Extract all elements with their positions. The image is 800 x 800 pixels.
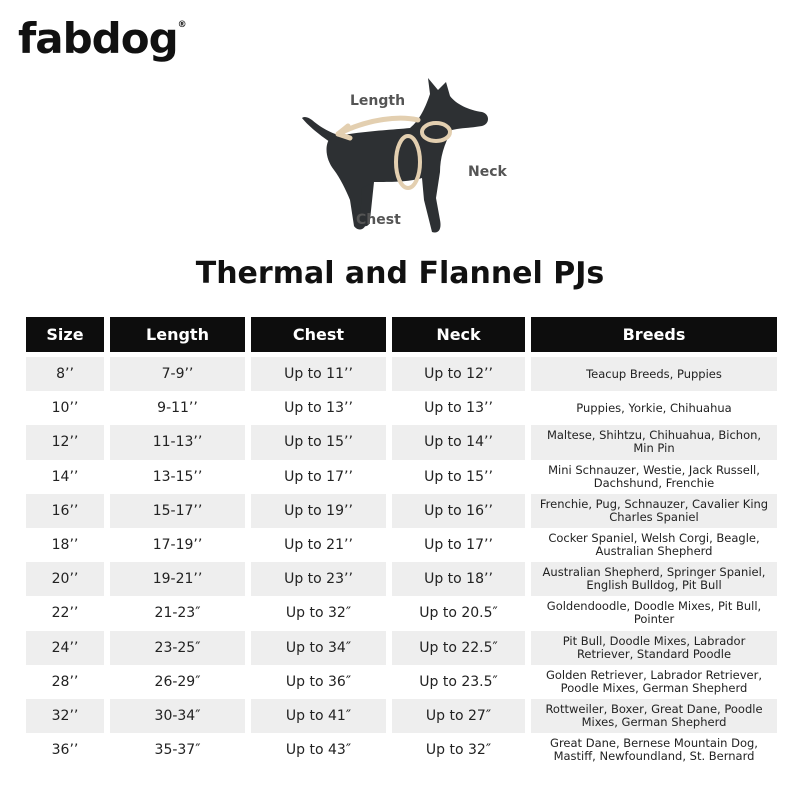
cell-chest: Up to 43″ [251, 733, 386, 767]
cell-size: 32’’ [26, 699, 104, 733]
cell-size: 20’’ [26, 562, 104, 596]
brand-name: fabdog [18, 14, 178, 63]
cell-neck: Up to 27″ [392, 699, 525, 733]
cell-breeds: Mini Schnauzer, Westie, Jack Russell, Dachshund, Frenchie [531, 460, 777, 494]
cell-chest: Up to 32″ [251, 596, 386, 630]
cell-chest: Up to 17’’ [251, 460, 386, 494]
table-header-row [26, 317, 777, 352]
cell-length: 35-37″ [110, 733, 245, 767]
cell-size: 12’’ [26, 425, 104, 459]
table-row [26, 460, 777, 494]
table-row [26, 665, 777, 699]
brand-logo [18, 14, 186, 63]
cell-chest: Up to 41″ [251, 699, 386, 733]
cell-breeds: Puppies, Yorkie, Chihuahua [531, 391, 777, 425]
header-chest: Chest [251, 317, 386, 352]
size-chart-table [26, 317, 777, 767]
table-row [26, 357, 777, 391]
cell-chest: Up to 36″ [251, 665, 386, 699]
cell-chest: Up to 21’’ [251, 528, 386, 562]
cell-chest: Up to 23’’ [251, 562, 386, 596]
neck-label: Neck [468, 164, 507, 180]
cell-length: 11-13’’ [110, 425, 245, 459]
cell-length: 15-17’’ [110, 494, 245, 528]
cell-chest: Up to 13’’ [251, 391, 386, 425]
chest-label: Chest [356, 212, 401, 228]
cell-breeds: Golden Retriever, Labrador Retriever, Poodle Mixes, German Shepherd [531, 665, 777, 699]
cell-length: 7-9’’ [110, 357, 245, 391]
cell-neck: Up to 20.5″ [392, 596, 525, 630]
cell-breeds: Teacup Breeds, Puppies [531, 357, 777, 391]
table-row [26, 391, 777, 425]
cell-length: 9-11’’ [110, 391, 245, 425]
table-row [26, 494, 777, 528]
table-row [26, 562, 777, 596]
table-body [26, 357, 777, 767]
cell-chest: Up to 11’’ [251, 357, 386, 391]
cell-size: 18’’ [26, 528, 104, 562]
cell-breeds: Australian Shepherd, Springer Spaniel, English Bulldog, Pit Bull [531, 562, 777, 596]
page-title: Thermal and Flannel PJs [195, 256, 605, 291]
cell-length: 26-29″ [110, 665, 245, 699]
cell-length: 30-34″ [110, 699, 245, 733]
cell-breeds: Cocker Spaniel, Welsh Corgi, Beagle, Australian Shepherd [531, 528, 777, 562]
header-length: Length [110, 317, 245, 352]
dog-measurement-diagram [290, 70, 520, 245]
cell-length: 13-15’’ [110, 460, 245, 494]
cell-size: 36’’ [26, 733, 104, 767]
cell-neck: Up to 16’’ [392, 494, 525, 528]
cell-neck: Up to 15’’ [392, 460, 525, 494]
cell-length: 19-21’’ [110, 562, 245, 596]
cell-neck: Up to 18’’ [392, 562, 525, 596]
table-row [26, 631, 777, 665]
cell-neck: Up to 14’’ [392, 425, 525, 459]
cell-neck: Up to 22.5″ [392, 631, 525, 665]
length-label: Length [350, 93, 406, 109]
cell-size: 22’’ [26, 596, 104, 630]
registered-mark: ® [177, 20, 186, 30]
cell-neck: Up to 32″ [392, 733, 525, 767]
cell-chest: Up to 15’’ [251, 425, 386, 459]
table-row [26, 528, 777, 562]
cell-chest: Up to 19’’ [251, 494, 386, 528]
cell-breeds: Maltese, Shihtzu, Chihuahua, Bichon, Min Pin [531, 425, 777, 459]
header-breeds: Breeds [531, 317, 777, 352]
table-row [26, 699, 777, 733]
cell-size: 14’’ [26, 460, 104, 494]
table-row [26, 425, 777, 459]
cell-neck: Up to 23.5″ [392, 665, 525, 699]
cell-size: 24’’ [26, 631, 104, 665]
cell-breeds: Goldendoodle, Doodle Mixes, Pit Bull, Pointer [531, 596, 777, 630]
header-neck: Neck [392, 317, 525, 352]
cell-breeds: Frenchie, Pug, Schnauzer, Cavalier King Charles Spaniel [531, 494, 777, 528]
cell-length: 21-23″ [110, 596, 245, 630]
cell-length: 17-19’’ [110, 528, 245, 562]
cell-neck: Up to 12’’ [392, 357, 525, 391]
cell-size: 16’’ [26, 494, 104, 528]
cell-breeds: Rottweiler, Boxer, Great Dane, Poodle Mixes, German Shepherd [531, 699, 777, 733]
header-size: Size [26, 317, 104, 352]
table-row [26, 596, 777, 630]
cell-breeds: Pit Bull, Doodle Mixes, Labrador Retriever, Standard Poodle [531, 631, 777, 665]
table-row [26, 733, 777, 767]
cell-length: 23-25″ [110, 631, 245, 665]
cell-size: 8’’ [26, 357, 104, 391]
cell-chest: Up to 34″ [251, 631, 386, 665]
cell-neck: Up to 13’’ [392, 391, 525, 425]
cell-breeds: Great Dane, Bernese Mountain Dog, Mastiff, Newfoundland, St. Bernard [531, 733, 777, 767]
cell-size: 28’’ [26, 665, 104, 699]
cell-size: 10’’ [26, 391, 104, 425]
cell-neck: Up to 17’’ [392, 528, 525, 562]
